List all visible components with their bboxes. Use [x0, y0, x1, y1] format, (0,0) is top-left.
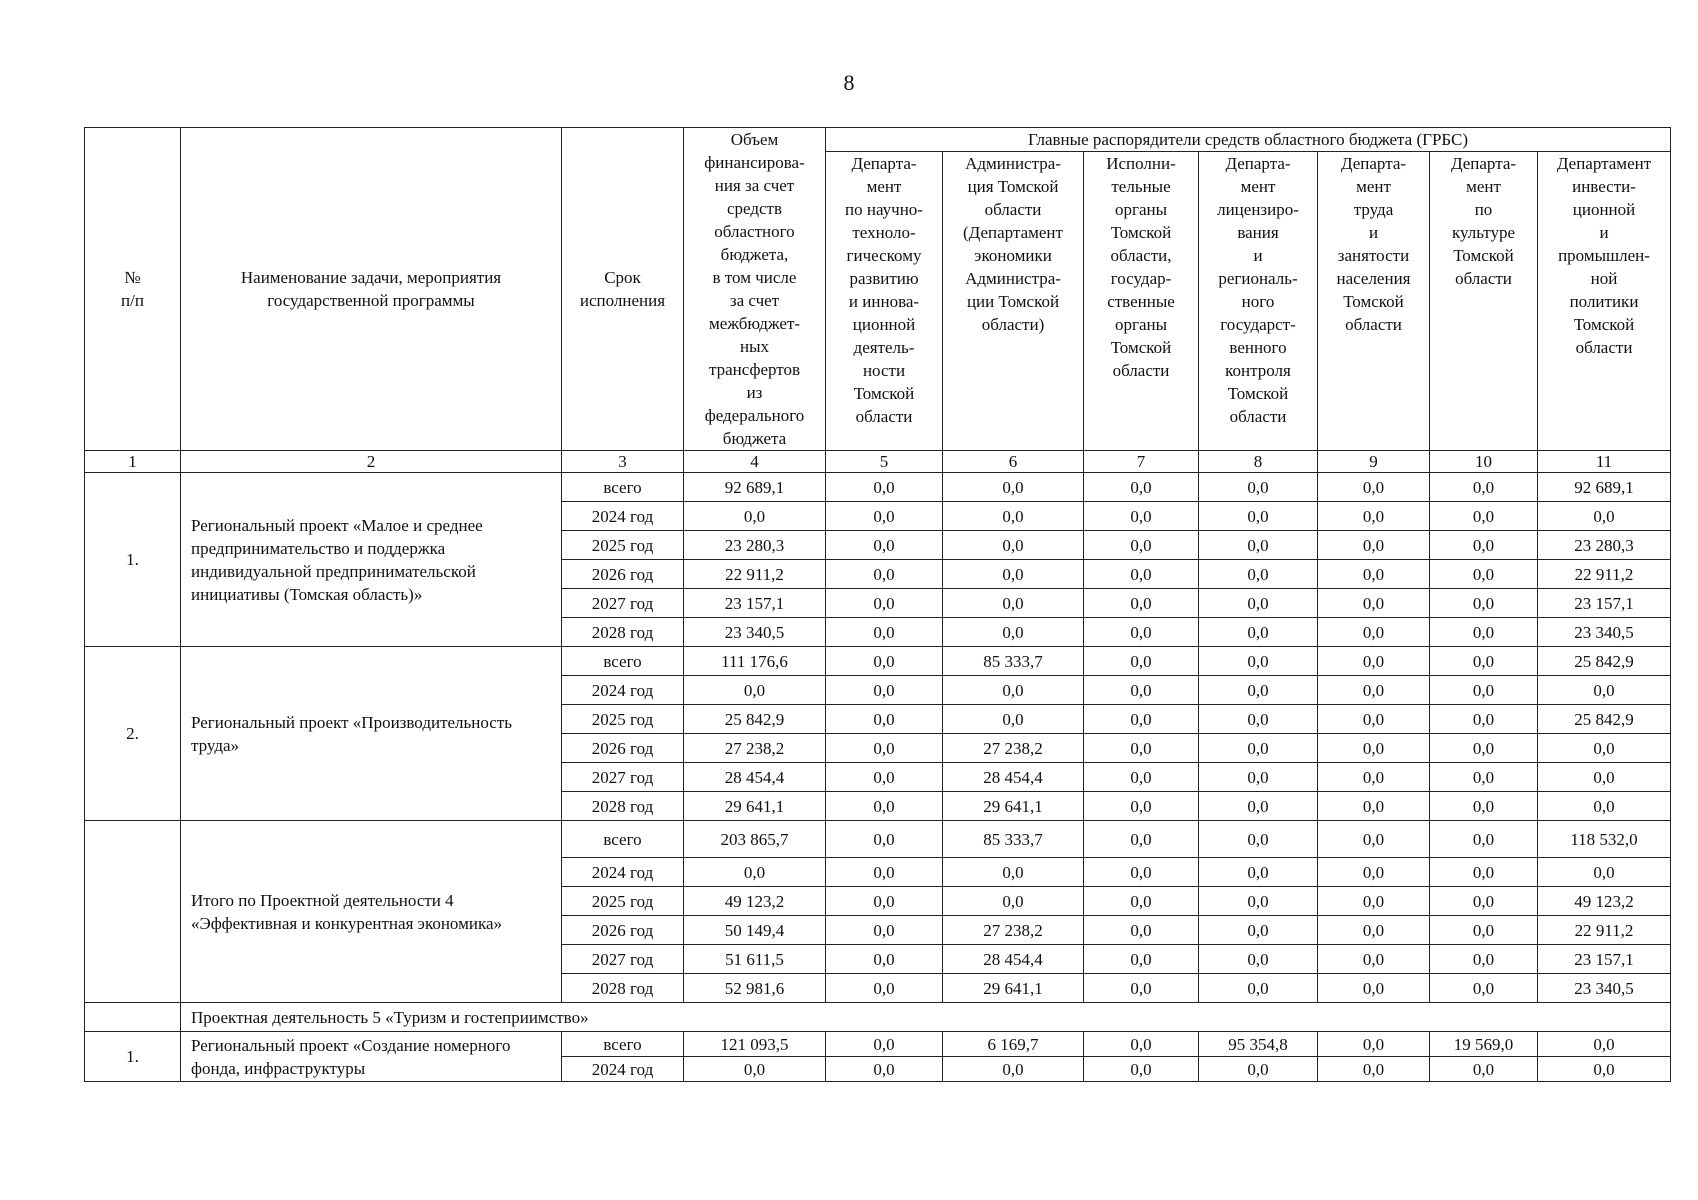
- value-cell: 0,0: [1084, 916, 1199, 945]
- value-cell: 52 981,6: [684, 974, 826, 1003]
- value-cell: 29 641,1: [943, 792, 1084, 821]
- value-cell: 0,0: [1430, 821, 1538, 858]
- period-cell: 2024 год: [562, 858, 684, 887]
- value-cell: 0,0: [826, 1032, 943, 1057]
- value-cell: 0,0: [1430, 560, 1538, 589]
- value-cell: 0,0: [943, 1057, 1084, 1082]
- column-number: 9: [1318, 451, 1430, 473]
- value-cell: 0,0: [1430, 676, 1538, 705]
- value-cell: 0,0: [826, 916, 943, 945]
- value-cell: 0,0: [1199, 647, 1318, 676]
- value-cell: 111 176,6: [684, 647, 826, 676]
- value-cell: 28 454,4: [684, 763, 826, 792]
- header-col-name: Наименование задачи, мероприятия государственной программы: [181, 128, 562, 451]
- value-cell: 0,0: [1199, 618, 1318, 647]
- table-row: [85, 647, 1671, 676]
- value-cell: 0,0: [1430, 589, 1538, 618]
- column-number: 3: [562, 451, 684, 473]
- column-number: 2: [181, 451, 562, 473]
- period-cell: всего: [562, 1032, 684, 1057]
- value-cell: 0,0: [1430, 858, 1538, 887]
- value-cell: 0,0: [826, 618, 943, 647]
- period-cell: 2028 год: [562, 974, 684, 1003]
- value-cell: 25 842,9: [1538, 705, 1671, 734]
- value-cell: 0,0: [1199, 589, 1318, 618]
- value-cell: 0,0: [1430, 502, 1538, 531]
- value-cell: 0,0: [1318, 945, 1430, 974]
- value-cell: 0,0: [1084, 676, 1199, 705]
- period-cell: 2024 год: [562, 502, 684, 531]
- value-cell: 23 340,5: [684, 618, 826, 647]
- value-cell: 118 532,0: [1538, 821, 1671, 858]
- period-cell: всего: [562, 647, 684, 676]
- table-row: [85, 473, 1671, 502]
- value-cell: 0,0: [826, 792, 943, 821]
- value-cell: 0,0: [826, 887, 943, 916]
- value-cell: 0,0: [1318, 858, 1430, 887]
- value-cell: 0,0: [1084, 618, 1199, 647]
- value-cell: 0,0: [1084, 589, 1199, 618]
- value-cell: 0,0: [943, 589, 1084, 618]
- header-col-number: № п/п: [85, 128, 181, 451]
- value-cell: 0,0: [826, 589, 943, 618]
- value-cell: 0,0: [1538, 763, 1671, 792]
- column-number: 8: [1199, 451, 1318, 473]
- value-cell: 0,0: [1199, 705, 1318, 734]
- value-cell: 0,0: [1199, 560, 1318, 589]
- page-number: 8: [843, 70, 855, 95]
- value-cell: 0,0: [1084, 792, 1199, 821]
- column-number-row: [85, 451, 1671, 473]
- value-cell: 28 454,4: [943, 763, 1084, 792]
- value-cell: 0,0: [1430, 705, 1538, 734]
- value-cell: 0,0: [1318, 734, 1430, 763]
- section-row: [85, 1003, 1671, 1032]
- period-cell: всего: [562, 821, 684, 858]
- value-cell: 0,0: [826, 821, 943, 858]
- value-cell: 0,0: [1318, 676, 1430, 705]
- value-cell: 0,0: [1199, 676, 1318, 705]
- value-cell: 0,0: [1430, 473, 1538, 502]
- value-cell: 0,0: [1199, 1057, 1318, 1082]
- column-number: 11: [1538, 451, 1671, 473]
- value-cell: 0,0: [1084, 763, 1199, 792]
- column-number: 7: [1084, 451, 1199, 473]
- value-cell: 0,0: [1084, 858, 1199, 887]
- value-cell: 0,0: [1084, 647, 1199, 676]
- project-name: Региональный проект «Малое и среднее предпринимательство и поддержка индивидуальной предпринимательской инициативы (Томская область)»: [181, 473, 562, 647]
- value-cell: 0,0: [1430, 734, 1538, 763]
- value-cell: 0,0: [943, 560, 1084, 589]
- header-grbs-title: Главные распорядители средств областного бюджета (ГРБС): [826, 128, 1671, 152]
- value-cell: 92 689,1: [1538, 473, 1671, 502]
- header-grbs-culture-dept: Департа- мент по культуре Томской области: [1430, 152, 1538, 451]
- value-cell: 0,0: [1084, 705, 1199, 734]
- value-cell: 0,0: [943, 618, 1084, 647]
- value-cell: 0,0: [1318, 916, 1430, 945]
- value-cell: 0,0: [1538, 734, 1671, 763]
- column-number: 10: [1430, 451, 1538, 473]
- value-cell: 25 842,9: [1538, 647, 1671, 676]
- period-cell: всего: [562, 473, 684, 502]
- value-cell: 0,0: [1199, 734, 1318, 763]
- value-cell: 0,0: [943, 531, 1084, 560]
- value-cell: 0,0: [684, 858, 826, 887]
- period-cell: 2027 год: [562, 763, 684, 792]
- header-grbs-executive-bodies: Исполни- тельные органы Томской области, государ- ственные органы Томской области: [1084, 152, 1199, 451]
- value-cell: 23 157,1: [1538, 945, 1671, 974]
- column-number: 4: [684, 451, 826, 473]
- row-number: 1.: [85, 473, 181, 647]
- value-cell: 6 169,7: [943, 1032, 1084, 1057]
- value-cell: 0,0: [1318, 647, 1430, 676]
- value-cell: 0,0: [1430, 1057, 1538, 1082]
- value-cell: 0,0: [1430, 618, 1538, 647]
- value-cell: 0,0: [1318, 1057, 1430, 1082]
- value-cell: 0,0: [943, 473, 1084, 502]
- column-number: 5: [826, 451, 943, 473]
- period-cell: 2024 год: [562, 1057, 684, 1082]
- budget-table: [84, 127, 1671, 1082]
- value-cell: 0,0: [943, 676, 1084, 705]
- header-grbs-science-dept: Департа- мент по научно- техноло- гическому развитию и иннова- ционной деятель- ности Томской области: [826, 152, 943, 451]
- value-cell: 0,0: [1538, 1057, 1671, 1082]
- value-cell: 0,0: [1318, 473, 1430, 502]
- value-cell: 0,0: [826, 858, 943, 887]
- value-cell: 0,0: [1318, 763, 1430, 792]
- period-cell: 2027 год: [562, 589, 684, 618]
- period-cell: 2024 год: [562, 676, 684, 705]
- value-cell: 22 911,2: [1538, 916, 1671, 945]
- value-cell: 0,0: [826, 705, 943, 734]
- project-name: Региональный проект «Создание номерного фонда, инфраструктуры: [181, 1032, 562, 1082]
- project-name: Региональный проект «Производительность труда»: [181, 647, 562, 821]
- value-cell: 0,0: [1084, 1032, 1199, 1057]
- table-row: [85, 821, 1671, 858]
- value-cell: 0,0: [826, 502, 943, 531]
- row-number: 1.: [85, 1032, 181, 1082]
- row-number: [85, 821, 181, 1003]
- value-cell: 0,0: [1084, 560, 1199, 589]
- value-cell: 0,0: [1084, 974, 1199, 1003]
- value-cell: 92 689,1: [684, 473, 826, 502]
- value-cell: 0,0: [1318, 974, 1430, 1003]
- value-cell: 0,0: [1199, 858, 1318, 887]
- value-cell: 0,0: [1430, 945, 1538, 974]
- value-cell: 0,0: [1084, 887, 1199, 916]
- value-cell: 0,0: [1084, 821, 1199, 858]
- value-cell: 85 333,7: [943, 821, 1084, 858]
- value-cell: 0,0: [826, 763, 943, 792]
- value-cell: 27 238,2: [943, 734, 1084, 763]
- value-cell: 0,0: [1199, 821, 1318, 858]
- column-number: 6: [943, 451, 1084, 473]
- value-cell: 0,0: [1199, 974, 1318, 1003]
- table-row: [85, 1032, 1671, 1057]
- section-number-cell: [85, 1003, 181, 1032]
- value-cell: 0,0: [1538, 792, 1671, 821]
- value-cell: 0,0: [1538, 858, 1671, 887]
- header-grbs-labour-dept: Департа- мент труда и занятости населения Томской области: [1318, 152, 1430, 451]
- value-cell: 0,0: [1318, 887, 1430, 916]
- value-cell: 23 340,5: [1538, 618, 1671, 647]
- value-cell: 0,0: [1084, 502, 1199, 531]
- value-cell: 0,0: [943, 502, 1084, 531]
- value-cell: 0,0: [1199, 531, 1318, 560]
- value-cell: 0,0: [826, 676, 943, 705]
- value-cell: 85 333,7: [943, 647, 1084, 676]
- value-cell: 0,0: [1199, 916, 1318, 945]
- value-cell: 49 123,2: [684, 887, 826, 916]
- period-cell: 2025 год: [562, 887, 684, 916]
- column-number: 1: [85, 451, 181, 473]
- value-cell: 49 123,2: [1538, 887, 1671, 916]
- period-cell: 2028 год: [562, 792, 684, 821]
- header-col-volume: Объем финансирова- ния за счет средств областного бюджета, в том числе за счет межбюджет- ных трансфертов из федерального бюджета: [684, 128, 826, 451]
- value-cell: 0,0: [826, 734, 943, 763]
- value-cell: 0,0: [1318, 589, 1430, 618]
- value-cell: 23 157,1: [684, 589, 826, 618]
- value-cell: 22 911,2: [1538, 560, 1671, 589]
- value-cell: 27 238,2: [943, 916, 1084, 945]
- header-grbs-licensing-dept: Департа- мент лицензиро- вания и региональ- ного государст- венного контроля Томской области: [1199, 152, 1318, 451]
- value-cell: 0,0: [1430, 647, 1538, 676]
- period-cell: 2025 год: [562, 705, 684, 734]
- value-cell: 0,0: [1430, 887, 1538, 916]
- value-cell: 203 865,7: [684, 821, 826, 858]
- value-cell: 0,0: [1430, 974, 1538, 1003]
- value-cell: 0,0: [1084, 531, 1199, 560]
- value-cell: 0,0: [684, 502, 826, 531]
- value-cell: 0,0: [826, 560, 943, 589]
- period-cell: 2028 год: [562, 618, 684, 647]
- value-cell: 0,0: [826, 531, 943, 560]
- value-cell: 0,0: [1430, 792, 1538, 821]
- value-cell: 0,0: [1318, 792, 1430, 821]
- value-cell: 0,0: [1430, 763, 1538, 792]
- value-cell: 50 149,4: [684, 916, 826, 945]
- value-cell: 0,0: [1318, 705, 1430, 734]
- value-cell: 0,0: [1538, 502, 1671, 531]
- value-cell: 0,0: [1084, 945, 1199, 974]
- value-cell: 0,0: [1199, 763, 1318, 792]
- value-cell: 0,0: [826, 647, 943, 676]
- value-cell: 22 911,2: [684, 560, 826, 589]
- total-name: Итого по Проектной деятельности 4 «Эффективная и конкурентная экономика»: [181, 821, 562, 1003]
- header-col-term: Срок исполнения: [562, 128, 684, 451]
- value-cell: 0,0: [1199, 502, 1318, 531]
- value-cell: 29 641,1: [684, 792, 826, 821]
- value-cell: 0,0: [1199, 792, 1318, 821]
- value-cell: 0,0: [1318, 618, 1430, 647]
- value-cell: 0,0: [826, 1057, 943, 1082]
- value-cell: 23 280,3: [1538, 531, 1671, 560]
- value-cell: 0,0: [1199, 945, 1318, 974]
- value-cell: 0,0: [1318, 502, 1430, 531]
- section-title: Проектная деятельность 5 «Туризм и гостеприимство»: [181, 1003, 1671, 1032]
- row-number: 2.: [85, 647, 181, 821]
- value-cell: 0,0: [684, 1057, 826, 1082]
- value-cell: 0,0: [1538, 676, 1671, 705]
- value-cell: 0,0: [1199, 887, 1318, 916]
- value-cell: 95 354,8: [1199, 1032, 1318, 1057]
- value-cell: 0,0: [1318, 1032, 1430, 1057]
- value-cell: 0,0: [1318, 821, 1430, 858]
- period-cell: 2026 год: [562, 560, 684, 589]
- value-cell: 0,0: [1430, 531, 1538, 560]
- value-cell: 121 093,5: [684, 1032, 826, 1057]
- value-cell: 0,0: [1199, 473, 1318, 502]
- value-cell: 0,0: [943, 887, 1084, 916]
- value-cell: 23 340,5: [1538, 974, 1671, 1003]
- value-cell: 0,0: [684, 676, 826, 705]
- value-cell: 28 454,4: [943, 945, 1084, 974]
- value-cell: 0,0: [826, 974, 943, 1003]
- period-cell: 2026 год: [562, 734, 684, 763]
- value-cell: 0,0: [943, 858, 1084, 887]
- value-cell: 0,0: [1318, 560, 1430, 589]
- value-cell: 0,0: [1084, 1057, 1199, 1082]
- value-cell: 0,0: [1538, 1032, 1671, 1057]
- value-cell: 0,0: [943, 705, 1084, 734]
- header-grbs-administration: Администра- ция Томской области (Департамент экономики Администра- ции Томской области): [943, 152, 1084, 451]
- value-cell: 0,0: [1318, 531, 1430, 560]
- value-cell: 0,0: [826, 473, 943, 502]
- period-cell: 2026 год: [562, 916, 684, 945]
- value-cell: 51 611,5: [684, 945, 826, 974]
- value-cell: 23 157,1: [1538, 589, 1671, 618]
- header-grbs-investment-dept: Департамент инвести- ционной и промышлен- ной политики Томской области: [1538, 152, 1671, 451]
- value-cell: 0,0: [826, 945, 943, 974]
- period-cell: 2027 год: [562, 945, 684, 974]
- value-cell: 0,0: [1084, 734, 1199, 763]
- value-cell: 29 641,1: [943, 974, 1084, 1003]
- value-cell: 0,0: [1084, 473, 1199, 502]
- value-cell: 19 569,0: [1430, 1032, 1538, 1057]
- value-cell: 27 238,2: [684, 734, 826, 763]
- value-cell: 25 842,9: [684, 705, 826, 734]
- value-cell: 0,0: [1430, 916, 1538, 945]
- value-cell: 23 280,3: [684, 531, 826, 560]
- period-cell: 2025 год: [562, 531, 684, 560]
